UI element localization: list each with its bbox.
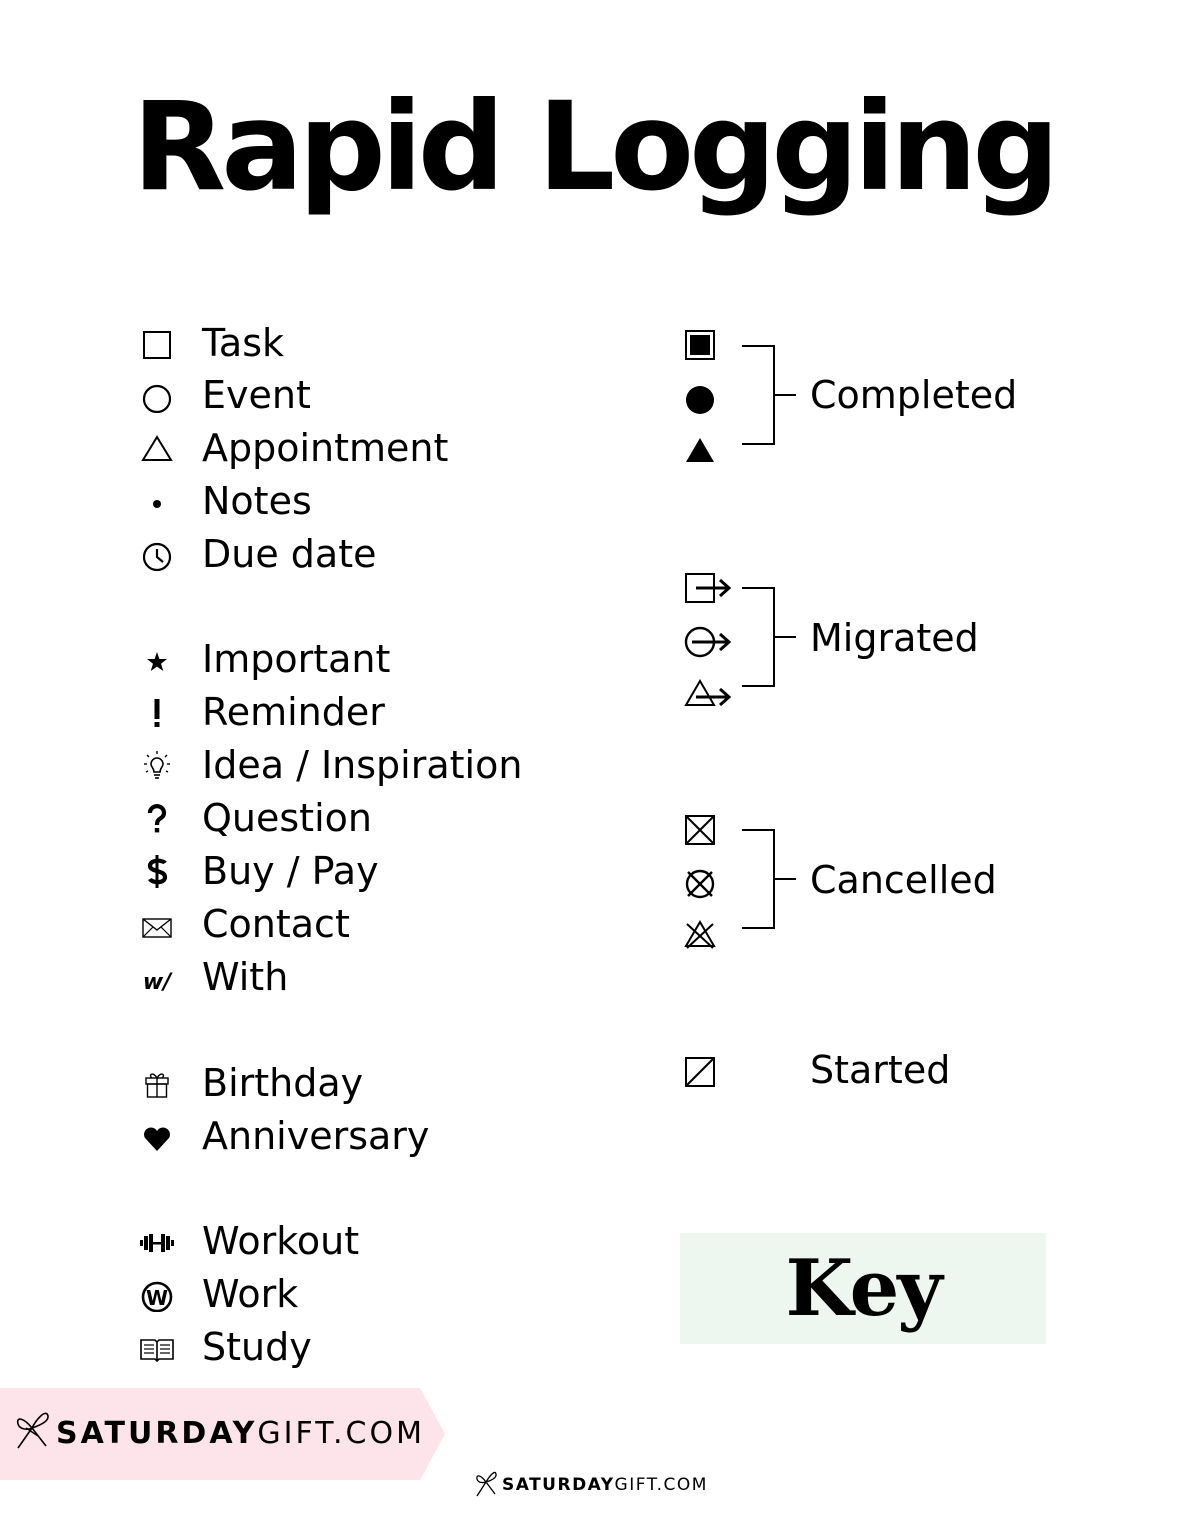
legend-item-buy-pay [138,845,618,897]
legend-item-notes [138,475,618,527]
legend-item-reminder [138,686,618,738]
legend-label: Idea / Inspiration [202,743,523,787]
bracket-completed [740,345,800,445]
legend-label: Due date [202,532,377,576]
brand-banner-text [56,1414,425,1454]
bow-logo-small-icon [470,1462,502,1502]
lightbulb-icon [138,745,176,783]
footer-brand-text [502,1473,708,1497]
legend-item-idea [138,739,618,791]
legend-item-due-date [138,528,618,580]
legend-label: Notes [202,479,312,523]
work-w-icon [138,1274,176,1312]
exclamation-icon [138,692,176,730]
question-mark-icon [138,798,176,836]
triangle-outline-icon [138,428,176,466]
status-label-cancelled: Cancelled [810,858,997,902]
legend-item-task [138,317,618,369]
square-cancelled-icon [682,810,738,850]
legend-label: With [202,955,289,999]
work-glyph: W [145,1286,169,1310]
key-box [680,1233,1046,1344]
filled-square-icon [682,325,738,365]
page-title: Rapid Logging [132,76,1055,218]
legend-label: Reminder [202,690,385,734]
heart-icon [138,1116,176,1154]
legend-label: Buy / Pay [202,849,379,893]
filled-triangle-icon [682,432,738,472]
legend-label: Workout [202,1219,360,1263]
legend-label: Birthday [202,1061,364,1105]
status-label-completed: Completed [810,373,1018,417]
legend-item-important [138,633,618,685]
triangle-migrated-icon [682,675,738,715]
triangle-cancelled-icon [682,916,738,956]
legend-item-with [138,951,618,1003]
filled-circle-icon [682,380,738,420]
legend-item-question [138,792,618,844]
legend-label: Question [202,796,372,840]
dollar-icon [138,851,176,889]
clock-icon [138,534,176,572]
legend-item-contact [138,898,618,950]
legend-label: Anniversary [202,1114,430,1158]
bracket-migrated [740,587,800,687]
key-label: Key [785,1243,941,1334]
legend-label: Event [202,373,311,417]
legend-item-anniversary [138,1110,618,1162]
asterisk-icon [138,639,176,677]
square-migrated-icon [682,568,738,608]
legend-label: Work [202,1272,299,1316]
circle-migrated-icon [682,622,738,662]
circle-outline-icon [138,375,176,413]
bow-logo-icon [6,1398,58,1458]
status-label-migrated: Migrated [810,616,979,660]
legend-item-event [138,369,618,421]
circle-cancelled-icon [682,864,738,904]
legend-item-work [138,1268,618,1320]
with-glyph: w/ [142,970,172,995]
square-outline-icon [138,323,176,361]
envelope-icon [138,904,176,942]
square-started-icon [682,1052,738,1092]
legend-label: Study [202,1325,312,1369]
legend-label: Task [202,321,285,365]
footer-brand-light: GIFT.COM [614,1475,708,1495]
legend-item-birthday [138,1057,618,1109]
status-label-started: Started [810,1048,951,1092]
legend-label: Important [202,637,391,681]
legend-label: Appointment [202,426,449,470]
legend-label: Contact [202,902,350,946]
bracket-cancelled [740,829,800,929]
gift-icon [138,1063,176,1101]
legend-item-study [138,1321,618,1373]
footer-brand-bold: SATURDAY [502,1475,615,1495]
dumbbell-icon [138,1221,176,1259]
legend-item-workout [138,1215,618,1267]
brand-light: GIFT.COM [257,1416,425,1451]
book-icon [138,1327,176,1365]
with-icon [138,957,176,995]
brand-bold: SATURDAY [56,1416,258,1451]
dot-icon [138,481,176,519]
legend-item-appointment [138,422,618,474]
